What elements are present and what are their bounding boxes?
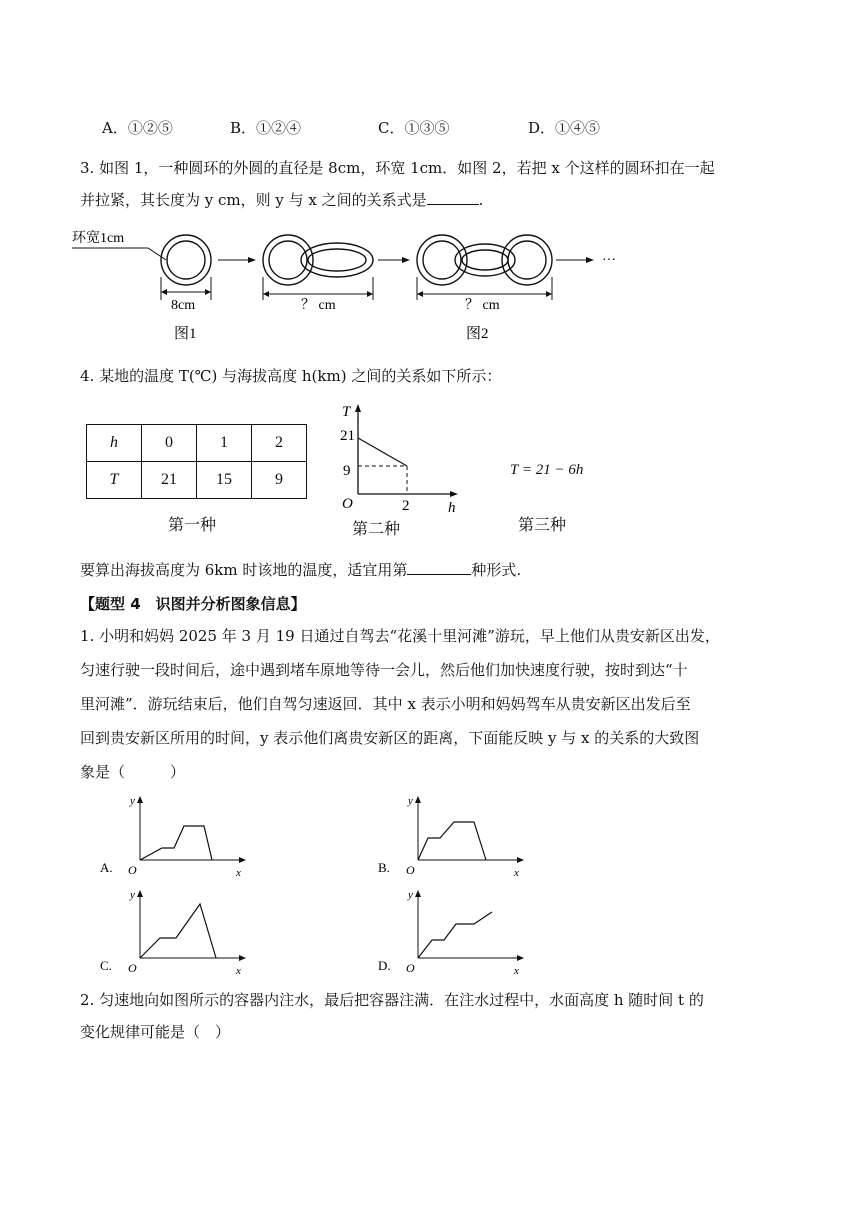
p1-line3: 里河滩”．游玩结束后，他们自驾匀速返回．其中 x 表示小明和妈妈驾车从贵安新区出发后至 (80, 695, 691, 713)
tick-9: 9 (343, 463, 351, 479)
caption-first: 第一种 (168, 515, 217, 534)
table-cell: h (87, 425, 142, 462)
formula: T = 21 − 6h (510, 462, 584, 478)
q4-line1: 4. 某地的温度 T(℃) 与海拔高度 h(km) 之间的关系如下所示： (80, 367, 502, 385)
svg-text:x: x (236, 965, 241, 976)
svg-text:y: y (408, 795, 413, 807)
table-cell: 1 (197, 425, 252, 462)
svg-text:y: y (408, 889, 413, 901)
data-table (86, 424, 307, 499)
table-row (87, 425, 307, 462)
p1-line4: 回到贵安新区所用的时间，y 表示他们离贵安新区的距离，下面能反映 y 与 x 的关系的大致图 (80, 729, 700, 747)
temperature-graph (330, 400, 470, 520)
option-d: D．①④⑤ (528, 119, 601, 137)
q3-line1: 3. 如图 1，一种圆环的外圆的直径是 8cm，环宽 1cm．如图 2，若把 x 个这样的圆环扣在一起 (80, 159, 715, 177)
q4-question: 要算出海拔高度为 6km 时该地的温度，适宜用第 种形式. (80, 561, 522, 579)
caption-fig2: 图2 (466, 326, 489, 342)
tick-2: 2 (402, 498, 410, 514)
option-a: A．①②⑤ (102, 119, 173, 137)
svg-text:y: y (130, 795, 135, 807)
ring-width-label: 环宽1cm (72, 231, 125, 246)
table-cell: 21 (142, 462, 197, 499)
p1-line1: 1. 小明和妈妈 2025 年 3 月 19 日通过自驾去“花溪十里河滩”游玩，早上他们从贵安新区出发， (80, 627, 720, 645)
caption-second: 第二种 (352, 519, 401, 538)
svg-text:y: y (130, 889, 135, 901)
origin-label: O (342, 496, 353, 512)
ellipsis: ··· (602, 253, 616, 268)
table-cell: 0 (142, 425, 197, 462)
ring-figure (70, 222, 630, 352)
graph-option-d (374, 886, 534, 976)
table-row (87, 462, 307, 499)
table-cell: T (87, 462, 142, 499)
option-label: C. (100, 958, 112, 973)
answer-blank (427, 190, 479, 205)
svg-text:x: x (514, 867, 519, 879)
option-label: D. (378, 958, 391, 973)
p2-line1: 2. 匀速地向如图所示的容器内注水，最后把容器注满．在注水过程中，水面高度 h 随时间 t 的 (80, 991, 704, 1009)
option-label: A. (100, 860, 113, 875)
table-cell: 15 (197, 462, 252, 499)
option-c: C．①③⑤ (378, 119, 450, 137)
caption-third: 第三种 (518, 515, 567, 534)
graph-option-c (96, 886, 256, 976)
length-label-2: ？ cm (465, 298, 500, 313)
table-cell: 2 (252, 425, 307, 462)
graph-option-b (374, 792, 534, 882)
svg-text:x: x (236, 867, 241, 879)
section-title: 【题型 4 识图并分析图象信息】 (80, 595, 306, 613)
svg-text:O: O (406, 961, 415, 975)
tick-21: 21 (340, 428, 355, 444)
option-label: B. (378, 860, 390, 875)
svg-text:O: O (128, 961, 137, 975)
h-axis-label: h (448, 500, 456, 516)
q3-line2: 并拉紧，其长度为 y cm，则 y 与 x 之间的关系式是 . (80, 191, 484, 209)
svg-text:x: x (514, 965, 519, 976)
svg-text:O: O (406, 863, 415, 877)
graph-line (358, 438, 407, 466)
svg-text:O: O (128, 863, 137, 877)
option-b: B．①②④ (230, 119, 302, 137)
p2-line2: 变化规律可能是（ ） (80, 1023, 231, 1041)
table-cell: 9 (252, 462, 307, 499)
graph-option-a (96, 792, 256, 882)
t-axis-label: T (342, 404, 351, 420)
answer-blank (407, 560, 471, 575)
p1-line5: 象是（ ） (80, 763, 186, 781)
p1-line2: 匀速行驶一段时间后，途中遇到堵车原地等待一会儿，然后他们加快速度行驶，按时到达“十 (80, 661, 688, 679)
caption-fig1: 图1 (174, 326, 197, 342)
length-label-1: ？ cm (301, 298, 336, 313)
diameter-label: 8cm (171, 298, 196, 313)
